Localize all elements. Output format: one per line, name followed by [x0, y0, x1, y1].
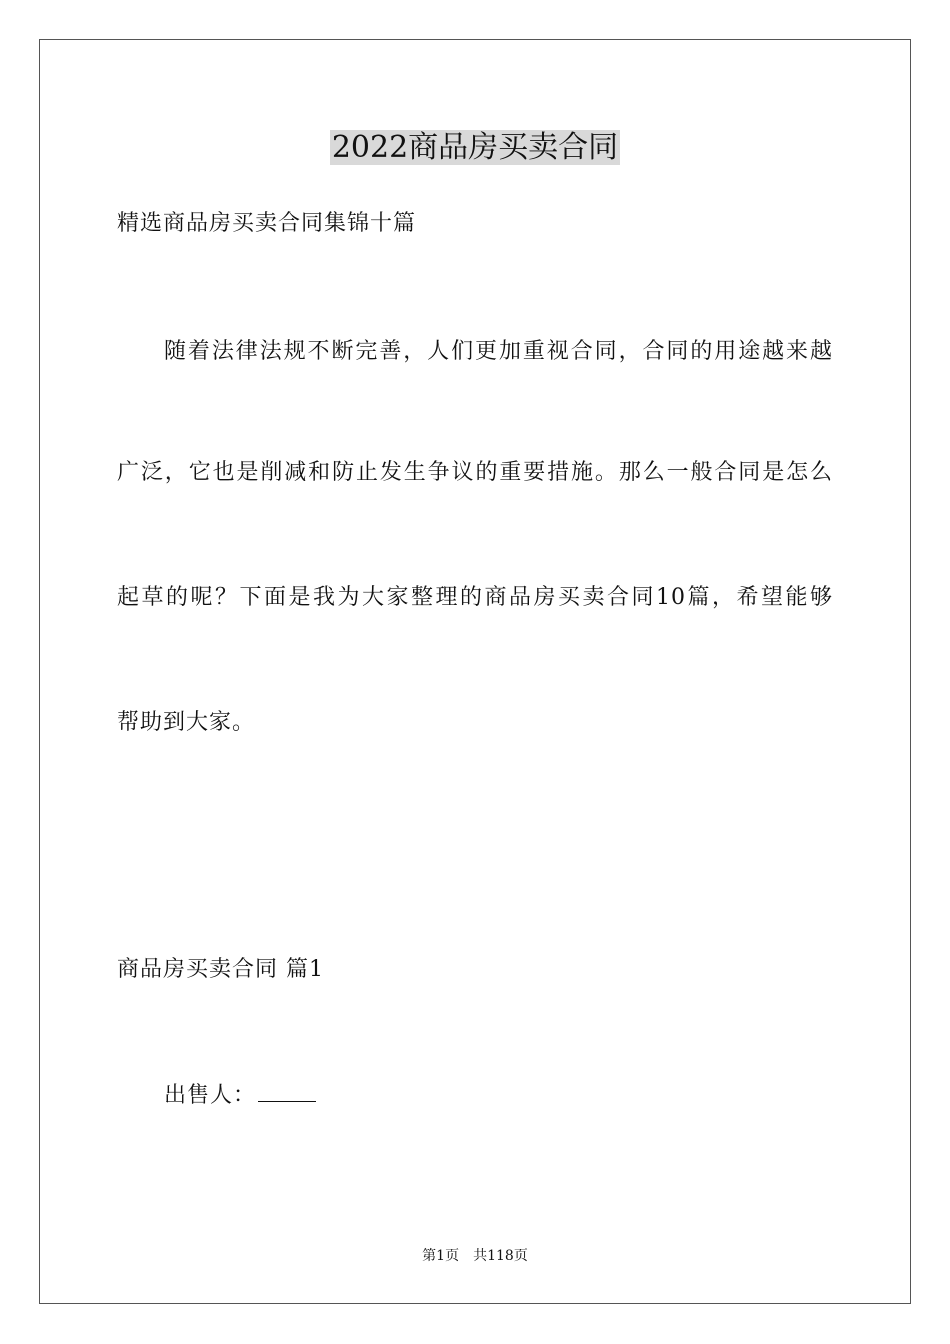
document-title-text: 2022商品房买卖合同	[331, 130, 619, 165]
page-current: 第1页	[422, 1248, 460, 1264]
seller-line	[164, 1081, 316, 1111]
intro-line-2: 广泛，它也是削减和防止发生争议的重要措施。那么一般合同是怎么	[117, 460, 833, 485]
intro-line-3: 起草的呢？下面是我为大家整理的商品房买卖合同10篇，希望能够	[117, 585, 833, 610]
section-heading: 商品房买卖合同 篇1	[117, 957, 324, 982]
intro-line-4: 帮助到大家。	[117, 710, 256, 735]
intro-line-1: 随着法律法规不断完善，人们更加重视合同，合同的用途越来越	[164, 339, 833, 364]
document-title	[0, 124, 950, 172]
page-footer	[0, 1246, 950, 1266]
page-total: 共118页	[473, 1248, 528, 1264]
seller-label: 出售人：	[164, 1083, 257, 1108]
seller-blank-field	[258, 1081, 316, 1102]
document-subtitle: 精选商品房买卖合同集锦十篇	[117, 211, 417, 236]
